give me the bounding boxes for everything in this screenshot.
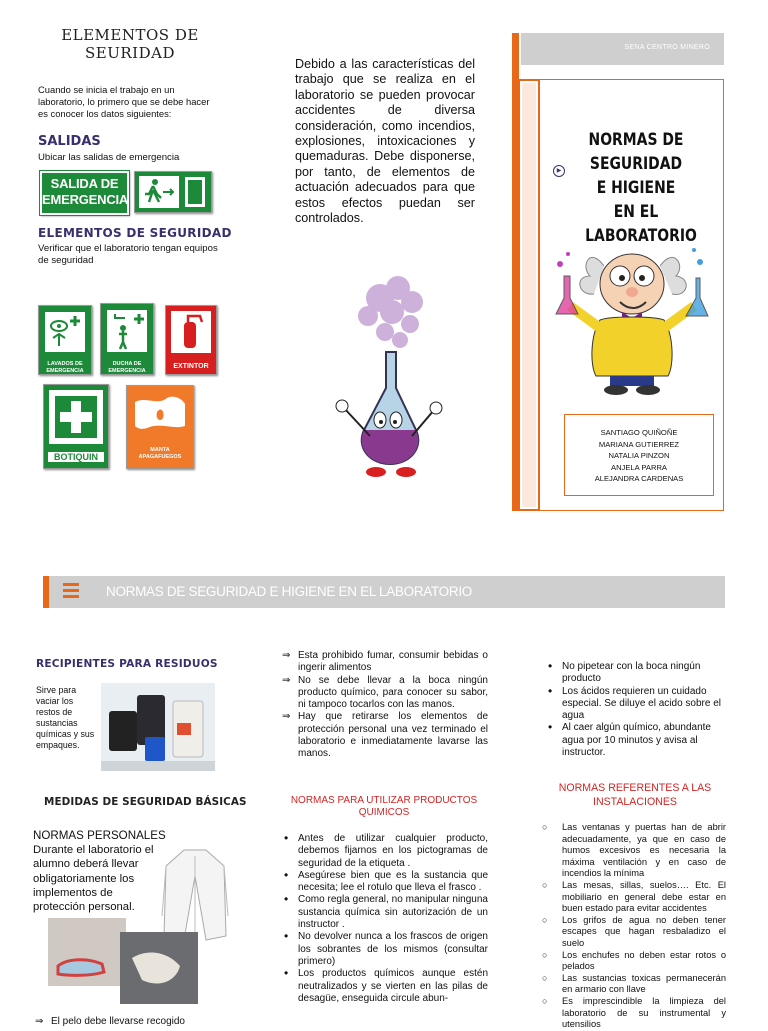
list-item: ○ Las sustancias toxicas permanecerán en armario con llave [542, 973, 726, 996]
list-item: • Asegúrese bien que es la sustancia que necesita; lee el rotulo que lleva el frasco . [280, 870, 488, 895]
list-item: • Como regla general, no manipular ninguna sustancia química sin autorización de un instructor . [280, 894, 488, 931]
shower-label: DUCHA DE EMERGENCIA [108, 361, 146, 374]
salidas-heading: SALIDAS [38, 134, 101, 149]
recipientes-text: Sirve para vaciar los restos de sustancias químicas y sus empaques. [36, 685, 95, 750]
quimicos-heading: NORMAS PARA UTILIZAR PRODUCTOS QUIMICOS [290, 795, 478, 818]
left-intro: Cuando se inicia el trabajo en un laboratorio, lo primero que se debe hacer es conocer los datos siguientes: [38, 84, 210, 119]
middle-arrow-list [282, 650, 488, 761]
banner [49, 576, 725, 608]
normas-personales-heading: NORMAS PERSONALES [33, 829, 166, 842]
instalaciones-heading: NORMAS REFERENTES A LAS INSTALACIONES [558, 782, 712, 808]
waste-containers-image [101, 683, 215, 771]
list-item: ⇒ Esta prohibido fumar, consumir bebidas o ingerir alimentos [282, 650, 488, 675]
author-2: MARIANA GUTIERREZ [598, 439, 680, 449]
shower-sign [100, 303, 154, 375]
extinguisher-sign [165, 305, 217, 375]
extinguisher-label: EXTINTOR [173, 363, 209, 370]
cover-title: NORMAS DE SEGURIDAD E HIGIENE EN EL LABORATORIO [585, 130, 697, 246]
first-aid-cross-icon [44, 385, 108, 447]
list-item: • Los productos químicos aunque estén neutralizados y se vierten en las pilas de desagüe, enseguida circule abun- [280, 968, 488, 1005]
fire-blanket-sign [126, 385, 194, 469]
cover-inner-strip-fill [522, 83, 536, 507]
author-3: NATALIA PINZON [608, 451, 670, 460]
list-item: ○ Los enchufes no deben estar rotos o pelados [542, 950, 726, 973]
eyewash-sign [38, 305, 92, 375]
right-dot-list [544, 661, 726, 759]
list-item: ⇒ Hay que retirarse los elementos de protección personal una vez terminado el laboratorio e inmediatamente lavarse las manos. [282, 711, 488, 760]
author-1: SANTIAGO QUIÑOÑE [600, 428, 678, 437]
list-item: ○ Las mesas, sillas, suelos…. Etc. El mobiliario en general debe estar en buen estado para evitar accidentes [542, 880, 726, 915]
left-title: ELEMENTOS DE SEURIDAD [61, 26, 199, 62]
cover-bullet-icon: ▶ [553, 165, 565, 177]
goggles-gloves-image [48, 918, 198, 1004]
medidas-heading: MEDIDAS DE SEGURIDAD BÁSICAS [44, 796, 247, 808]
cut-item-pelo: ⇒ El pelo debe llevarse recogido [35, 1016, 251, 1028]
extinguisher-icon [166, 306, 216, 358]
quimicos-list [280, 833, 488, 1024]
elementos-text: Verificar que el laboratorio tengan equipos de seguridad [38, 243, 218, 267]
list-item: ⇒ No se debe llevar a la boca ningún producto químico, para conocer su sabor, ni tampoco tocarlos con las manos. [282, 675, 488, 712]
first-aid-label: BOTIQUIN [48, 452, 104, 462]
author-5: ALEJANDRA CARDENAS [594, 474, 684, 483]
cover-header-text: SENA CENTRO MINERO [624, 44, 710, 51]
banner-title: NORMAS DE SEGURIDAD E HIGIENE EN EL LABORATORIO [106, 584, 472, 599]
first-aid-sign [43, 384, 109, 469]
fire-blanket-label: MANTA APAGAFUEGOS [138, 447, 182, 460]
list-item: • Antes de utilizar cualquier producto, debemos fijarnos en los pictogramas de seguridad de la etiqueta . [280, 833, 488, 870]
scientist-cartoon-icon [550, 236, 714, 396]
list-item: ○ Es imprescindible la limpieza del laboratorio de su instrumental y utensilios [542, 996, 726, 1031]
recipientes-heading: RECIPIENTES PARA RESIDUOS [36, 658, 218, 670]
exit-arrow-sign [134, 171, 212, 213]
fire-blanket-icon [127, 386, 193, 442]
running-man-icon [135, 172, 211, 212]
middle-intro-text: Debido a las características del trabajo que se realiza en el laboratorio se pueden provocar accidentes de diversa consideración, como incendios, explosiones, intoxicaciones y quemaduras. Debe disponerse, por tanto, de elementos de actuación adecuados para que estos efectos puedan ser controlados. [295, 57, 475, 226]
menu-icon [63, 583, 79, 598]
eyewash-label: LAVADOS DE EMERGENCIA [46, 361, 84, 374]
eyewash-icon [39, 306, 91, 356]
exit-sign-text: SALIDA DE EMERGENCIA [42, 176, 129, 207]
author-4: ANJELA PARRA [611, 462, 667, 472]
exit-sign [40, 171, 129, 215]
authors-box [564, 414, 714, 496]
list-item: ○ Las ventanas y puertas han de abrir adecuadamente, ya que en caso de humos excesivos es necesaria la máxima ventilación y en caso de incendios la mínima [542, 822, 726, 880]
list-item: • No devolver nunca a los frascos de origen los sobrantes de los mismos (consultar primero) [280, 931, 488, 968]
list-item: ○ Los grifos de agua no deben tener escapes que hagan resbaladizo el suelo [542, 915, 726, 950]
instalaciones-list [542, 822, 726, 1030]
list-item: • Los ácidos requieren un cuidado especial. Se diluye el acido sobre el agua [544, 686, 726, 723]
flask-cartoon-icon [330, 268, 448, 483]
normas-personales-text: Durante el laboratorio el alumno deberá llevar obligatoriamente los implementos de protección personal. [33, 844, 154, 914]
elementos-heading: ELEMENTOS DE SEGURIDAD [38, 226, 232, 240]
shower-icon [101, 304, 153, 356]
salidas-text: Ubicar las salidas de emergencia [38, 152, 180, 163]
list-item: • Al caer algún químico, abundante agua por 10 minutos y avisa al instructor. [544, 722, 726, 759]
list-item: • No pipetear con la boca ningún producto [544, 661, 726, 686]
cover-header-bar [521, 33, 724, 65]
